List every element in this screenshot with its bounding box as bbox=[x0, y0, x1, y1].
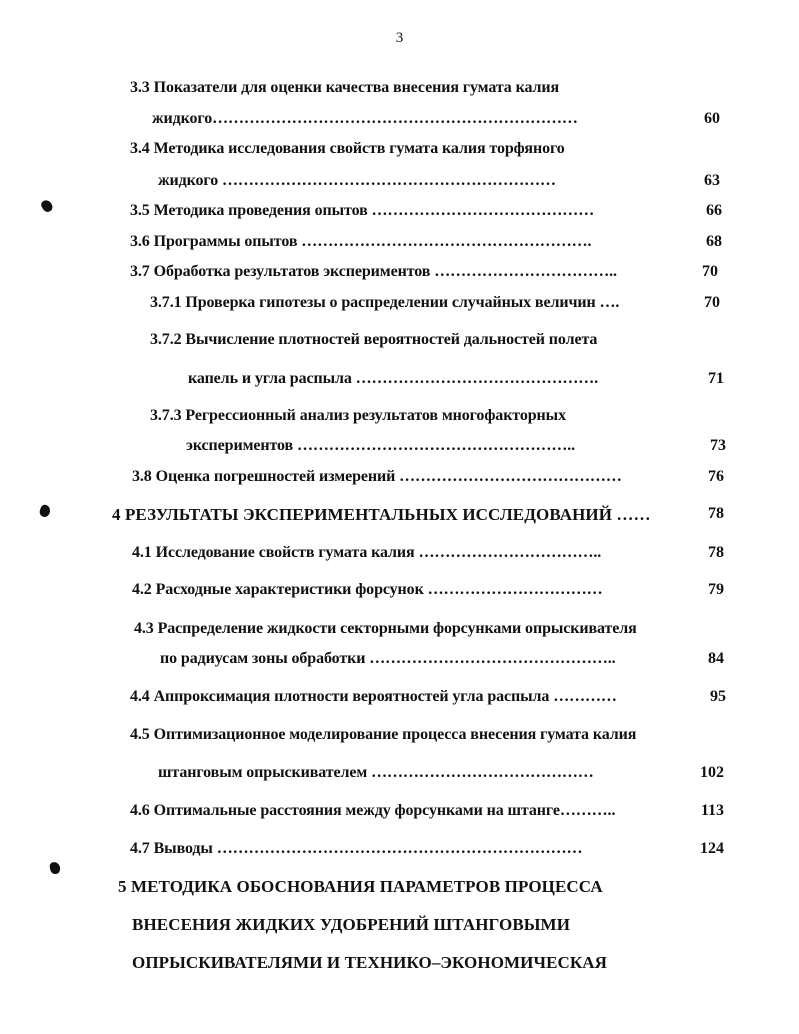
toc-entry: 4.1 Исследование свойств гумата калия …………………………….. bbox=[132, 544, 602, 561]
toc-page: 66 bbox=[706, 202, 722, 219]
toc-entry: ВНЕСЕНИЯ ЖИДКИХ УДОБРЕНИЙ ШТАНГОВЫМИ bbox=[132, 915, 571, 934]
toc-entry: 5 МЕТОДИКА ОБОСНОВАНИЯ ПАРАМЕТРОВ ПРОЦЕССА bbox=[118, 877, 603, 896]
toc-page: 84 bbox=[708, 650, 724, 667]
toc-entry: 3.6 Программы опытов ………………………………………………. bbox=[130, 233, 592, 250]
toc-entry: 3.5 Методика проведения опытов …………………………………… bbox=[130, 202, 595, 219]
toc-page: 76 bbox=[708, 468, 724, 485]
toc-entry: 3.4 Методика исследования свойств гумата калия торфяного bbox=[130, 140, 565, 157]
toc-page: 73 bbox=[710, 437, 726, 454]
toc-entry: 4.7 Выводы …………………………………………………………… bbox=[130, 840, 583, 857]
toc-entry: 4.5 Оптимизационное моделирование процесса внесения гумата калия bbox=[130, 726, 637, 743]
toc-page: 70 bbox=[704, 294, 720, 311]
toc-entry: 3.7 Обработка результатов экспериментов …………………………….. bbox=[130, 263, 617, 280]
margin-mark bbox=[40, 198, 55, 213]
toc-entry: 4.4 Аппроксимация плотности вероятностей угла распыла ………… bbox=[130, 688, 617, 705]
toc-entry: 4.2 Расходные характеристики форсунок …………………………… bbox=[132, 581, 603, 598]
toc-page: 60 bbox=[704, 110, 720, 127]
toc-page: 102 bbox=[700, 764, 724, 781]
toc-entry: ОПРЫСКИВАТЕЛЯМИ И ТЕХНИКО–ЭКОНОМИЧЕСКАЯ bbox=[132, 953, 608, 972]
toc-entry: жидкого ……………………………………………………… bbox=[158, 172, 556, 189]
toc-entry: 3.3 Показатели для оценки качества внесения гумата калия bbox=[130, 79, 560, 96]
toc-entry: 3.7.1 Проверка гипотезы о распределении случайных величин …. bbox=[150, 294, 620, 311]
toc-page: 68 bbox=[706, 233, 722, 250]
toc-page: 95 bbox=[710, 688, 726, 705]
toc-page: 78 bbox=[708, 544, 724, 561]
page-number: 3 bbox=[395, 30, 404, 46]
toc-entry: 3.7.2 Вычисление плотностей вероятностей дальностей полета bbox=[150, 331, 598, 348]
toc-entry: 4 РЕЗУЛЬТАТЫ ЭКСПЕРИМЕНТАЛЬНЫХ ИССЛЕДОВАНИЙ …… bbox=[112, 505, 651, 524]
toc-entry: штанговым опрыскивателем …………………………………… bbox=[158, 764, 594, 781]
toc-entry: 4.6 Оптимальные расстояния между форсунками на штанге……….. bbox=[130, 802, 616, 819]
toc-entry: 4.3 Распределение жидкости секторными форсунками опрыскивателя bbox=[134, 620, 637, 637]
toc-page: 113 bbox=[700, 802, 724, 819]
toc-entry: 3.7.3 Регрессионный анализ результатов многофакторных bbox=[150, 407, 566, 424]
margin-mark bbox=[49, 861, 61, 875]
toc-entry: по радиусам зоны обработки ……………………………………….. bbox=[160, 650, 616, 667]
toc-entry: жидкого…………………………………………………………… bbox=[152, 110, 578, 127]
toc-page: 79 bbox=[708, 581, 724, 598]
toc-entry: 3.8 Оценка погрешностей измерений …………………………………… bbox=[132, 468, 622, 485]
toc-entry: экспериментов …………………………………………….. bbox=[186, 437, 576, 454]
toc-page: 71 bbox=[708, 370, 724, 387]
toc-page: 63 bbox=[704, 172, 720, 189]
toc-page: 124 bbox=[700, 840, 724, 857]
margin-mark bbox=[38, 504, 52, 519]
toc-page: 70 bbox=[702, 263, 718, 280]
toc-page: 78 bbox=[708, 505, 724, 522]
toc-entry: капель и угла распыла ………………………………………. bbox=[188, 370, 599, 387]
